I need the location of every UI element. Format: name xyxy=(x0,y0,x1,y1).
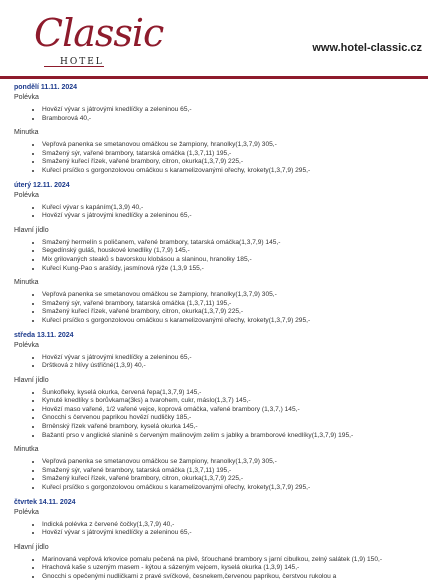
dish-item: • Segedínský guláš, houskové knedlíky (1,7,9) 145,- xyxy=(42,247,428,256)
category-heading: Polévka xyxy=(14,341,39,349)
dish-item: • Kuřecí vývar s kapáním(1,3,9) 40,- xyxy=(42,204,428,213)
dish-item: • Indická polévka z červené čočky(1,3,7,9) 40,- xyxy=(42,521,428,530)
dish-item: • Hovězí maso vařené, 1/2 vařené vejce, koprová omáčka, vařené brambory (1,3,7,) 145,- xyxy=(42,406,428,415)
dish-item: • Kuřecí Kung-Pao s arašídy, jasmínová rýže (1,3,9 155,- xyxy=(42,265,428,274)
logo: Classic xyxy=(34,11,164,55)
category-heading: Hlavní jídlo xyxy=(14,543,49,551)
dish-list xyxy=(0,521,428,538)
dish-item: • Smažený kuřecí řízek, vařené brambory, citron, okurka(1,3,7,9) 225,- xyxy=(42,308,428,317)
dish-item: • Smažený sýr, vařené brambory, tatarská omáčka (1,3,7,11) 195,- xyxy=(42,300,428,309)
dish-list xyxy=(0,556,428,582)
dish-list xyxy=(0,354,428,371)
category-heading: Minutka xyxy=(14,129,39,137)
website-url[interactable]: www.hotel-classic.cz xyxy=(312,42,422,54)
dish-item: • Brněnský řízek vařené brambory, kyselá okurka 145,- xyxy=(42,423,428,432)
day-heading: středa 13.11. 2024 xyxy=(14,331,74,339)
category-heading: Minutka xyxy=(14,446,39,454)
dish-list xyxy=(0,141,428,175)
dish-item: • Šunkofleky, kyselá okurka, červená řepa(1,3,7,9) 145,- xyxy=(42,389,428,398)
category-heading: Polévka xyxy=(14,94,39,101)
dish-item: • Hovězí vývar s játrovými knedlíčky a zeleninou 65,- xyxy=(42,529,428,538)
dish-item: • Hovězí vývar s játrovými knedlíčky a zeleninou 65,- xyxy=(42,212,428,221)
dish-list xyxy=(0,389,428,441)
day-heading: pondělí 11.11. 2024 xyxy=(14,84,78,91)
category-heading: Polévka xyxy=(14,191,39,199)
dish-list xyxy=(0,106,428,123)
dish-item: • Gnocchi s červenou paprikou hovězí nudličky 185,- xyxy=(42,414,428,423)
dish-item: • Smažený hermelín s poličanem, vařené brambory, tatarská omáčka(1,3,7,9) 145,- xyxy=(42,239,428,248)
dish-list xyxy=(0,204,428,221)
dish-item: • Smažený sýr, vařené brambory, tatarská omáčka (1,3,7,11) 195,- xyxy=(42,150,428,159)
logo-subtitle: HOTEL xyxy=(60,57,104,67)
dish-list xyxy=(0,458,428,492)
dish-item: • Smažený kuřecí řízek, vařené brambory, citron, okurka(1,3,7,9) 225,- xyxy=(42,475,428,484)
day-heading: úterý 12.11. 2024 xyxy=(14,181,70,189)
dish-item: • Hrachová kaše s uzeným masem - kýtou a sázeným vejcem, kyselá okurka (1,3,9) 145,- xyxy=(42,564,428,573)
dish-item: • Smažený kuřecí řízek, vařené brambory, citron, okurka(1,3,7,9) 225,- xyxy=(42,158,428,167)
header xyxy=(0,0,428,76)
dish-item: • Gnocchi s opečenými nudličkami z pravé svíčkové, česnekem,červenou paprikou, čerstvou rukolou a xyxy=(42,573,428,582)
dish-item: • Drštková z hlívy ústřičné(1,3,9) 40,- xyxy=(42,362,428,371)
dish-item: • Kynuté knedlíky s borůvkama(3ks) a tvarohem, cukr, máslo(1,3,7) 145,- xyxy=(42,397,428,406)
category-heading: Minutka xyxy=(14,279,39,287)
dish-item: • Kuřecí prsíčko s gorgonzolovou omáčkou s karamelizovanými ořechy, krokety(1,3,7,9) 295,- xyxy=(42,167,428,176)
dish-list xyxy=(0,239,428,273)
category-heading: Hlavní jídlo xyxy=(14,226,49,234)
dish-item: • Smažený sýr, vařené brambory, tatarská omáčka (1,3,7,11) 195,- xyxy=(42,467,428,476)
dish-item: • Vepřová panenka se smetanovou omáčkou se žampiony, hranolky(1,3,7,9) 305,- xyxy=(42,291,428,300)
category-heading: Hlavní jídlo xyxy=(14,376,49,384)
dish-item: • Hovězí vývar s játrovými knedlíčky a zeleninou 65,- xyxy=(42,354,428,363)
dish-item: • Bažantí prso v anglické slanině s červeným malinovým zelím s jablky a bramborové knedlíky(1,3,7,9) 195,- xyxy=(42,432,428,441)
dish-item: • Mix grilovaných steaků s bavorskou klobásou a slaninou, hranolky 185,- xyxy=(42,256,428,265)
dish-list xyxy=(0,291,428,325)
category-heading: Polévka xyxy=(14,508,39,516)
weekly-menu xyxy=(0,79,428,582)
dish-item: • Bramborová 40,- xyxy=(42,115,428,124)
dish-item: • Kuřecí prsíčko s gorgonzolovou omáčkou s karamelizovanými ořechy, krokety(1,3,7,9) 295,- xyxy=(42,317,428,326)
dish-item: • Vepřová panenka se smetanovou omáčkou se žampiony, hranolky(1,3,7,9) 305,- xyxy=(42,458,428,467)
dish-item: • Kuřecí prsíčko s gorgonzolovou omáčkou s karamelizovanými ořechy, krokety(1,3,7,9) 295,- xyxy=(42,484,428,493)
day-heading: čtvrtek 14.11. 2024 xyxy=(14,498,76,506)
dish-item: • Vepřová panenka se smetanovou omáčkou se žampiony, hranolky(1,3,7,9) 305,- xyxy=(42,141,428,150)
dish-item: • Hovězí vývar s játrovými knedlíčky a zeleninou 65,- xyxy=(42,106,428,115)
dish-item: • Marinovaná vepřová krkovice pomalu pečená na pivě, šťouchané brambory s jarní cibulkou, zelný salátek (1,9) 150,- xyxy=(42,556,428,565)
